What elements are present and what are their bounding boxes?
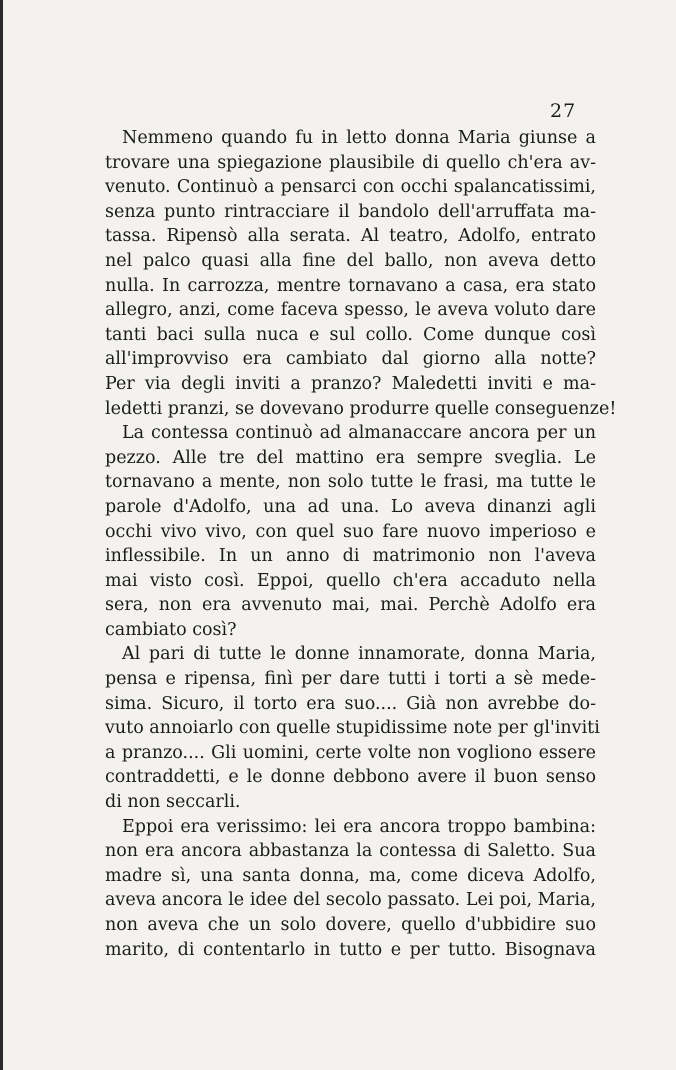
text-line: marito, di contentarlo in tutto e per tutto. Bisognava [105, 939, 596, 960]
text-line: a pranzo.... Gli uomini, certe volte non vogliono essere [105, 742, 596, 763]
text-line: pezzo. Alle tre del mattino era sempre sveglia. Le [105, 447, 596, 468]
text-line: senza punto rintracciare il bandolo dell'arruffata ma- [105, 201, 596, 222]
text-line: parole d'Adolfo, una ad una. Lo aveva dinanzi agli [105, 496, 596, 517]
scan-edge [0, 0, 3, 1070]
text-line: cambiato così? [105, 619, 237, 640]
text-line: non aveva che un solo dovere, quello d'ubbidire suo [105, 915, 596, 935]
text-line: La contessa continuò ad almanaccare ancora per un [122, 423, 596, 444]
text-line: Per via degli inviti a pranzo? Maledetti inviti e ma- [105, 373, 596, 394]
text-line: di non seccarli. [105, 792, 241, 813]
text-line: Nemmeno quando fu in letto donna Maria giunse a [122, 128, 596, 148]
text-line: pensa e ripensa, finì per dare tutti i torti a sè mede- [105, 669, 596, 690]
text-line: Al pari di tutte le donne innamorate, donna Maria, [122, 644, 596, 665]
text-line: inflessibile. In un anno di matrimonio non l'aveva [105, 546, 596, 567]
text-line: tassa. Ripensò alla serata. Al teatro, Adolfo, entrato [105, 226, 596, 247]
text-line: aveva ancora le idee del secolo passato. Lei poi, Maria, [105, 890, 596, 911]
text-line: trovare una spiegazione plausibile di quello ch'era av- [105, 152, 596, 173]
text-line: contraddetti, e le donne debbono avere il buon senso [105, 767, 596, 788]
text-line: sera, non era avvenuto mai, mai. Perchè Adolfo era [105, 595, 596, 616]
text-line: all'improvviso era cambiato dal giorno alla notte? [105, 349, 596, 370]
text-line: madre sì, una santa donna, ma, come diceva Adolfo, [105, 865, 596, 886]
text-line: ledetti pranzi, se dovevano produrre quelle conseguenze! [105, 398, 617, 419]
text-line: sima. Sicuro, il torto era suo.... Già non avrebbe do- [105, 693, 596, 714]
text-line: tornavano a mente, non solo tutte le frasi, ma tutte le [105, 472, 596, 493]
page-number: 27 [550, 100, 577, 122]
text-line: Eppoi era verissimo: lei era ancora troppo bambina: [122, 816, 596, 837]
text-line: mai visto così. Eppoi, quello ch'era accaduto nella [105, 570, 596, 591]
text-line: tanti baci sulla nuca e sul collo. Come dunque così [105, 324, 596, 345]
text-line: occhi vivo vivo, con quel suo fare nuovo imperioso e [105, 521, 596, 542]
text-line: nel palco quasi alla fine del ballo, non aveva detto [105, 250, 596, 271]
text-line: nulla. In carrozza, mentre tornavano a casa, era stato [105, 275, 596, 296]
text-line: non era ancora abbastanza la contessa di Saletto. Sua [105, 841, 596, 862]
text-line: vuto annoiarlo con quelle stupidissime note per gl'inviti [105, 718, 600, 739]
text-line: venuto. Continuò a pensarci con occhi spalancatissimi, [105, 177, 596, 198]
body-text [105, 126, 617, 962]
text-line: allegro, anzi, come faceva spesso, le aveva voluto dare [105, 300, 596, 321]
